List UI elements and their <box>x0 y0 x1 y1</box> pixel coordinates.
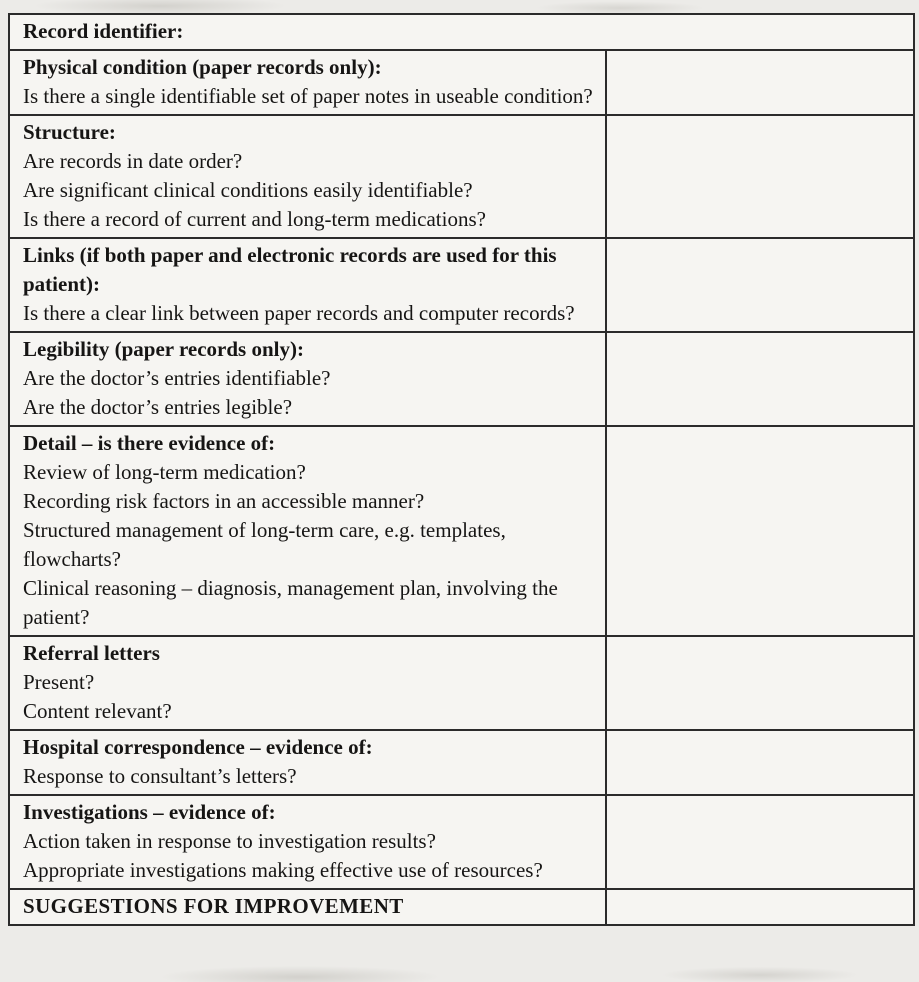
answer-cell <box>606 50 914 115</box>
suggestions-for-improvement-label: SUGGESTIONS FOR IMPROVEMENT <box>9 889 606 925</box>
criteria-cell <box>9 636 606 730</box>
answer-cell <box>606 730 914 795</box>
section-row-referral-letters <box>9 636 914 730</box>
section-row-investigations <box>9 795 914 889</box>
section-row-links <box>9 238 914 332</box>
answer-cell <box>606 795 914 889</box>
answer-cell <box>606 238 914 332</box>
question-text: Clinical reasoning – diagnosis, management plan, involving the patient? <box>23 576 558 629</box>
section-row-hospital-correspondence <box>9 730 914 795</box>
section-row-physical-condition <box>9 50 914 115</box>
record-review-table <box>8 13 915 926</box>
record-identifier-label: Record identifier: <box>9 14 914 50</box>
section-row-detail <box>9 426 914 636</box>
section-row-structure <box>9 115 914 238</box>
answer-cell <box>606 426 914 636</box>
answer-cell <box>606 332 914 426</box>
record-identifier-row <box>9 14 914 50</box>
section-heading: Referral letters <box>23 641 160 665</box>
section-heading: Structure: <box>23 120 116 144</box>
section-heading: Hospital correspondence – evidence of: <box>23 735 373 759</box>
question-text: Recording risk factors in an accessible manner? <box>23 489 425 513</box>
question-text: Structured management of long-term care, e.g. templates, flowcharts? <box>23 518 506 571</box>
suggestions-row <box>9 889 914 925</box>
section-heading: Links (if both paper and electronic records are used for this patient): <box>23 243 557 296</box>
question-text: Present? <box>23 670 95 694</box>
criteria-cell <box>9 50 606 115</box>
question-text: Are the doctor’s entries legible? <box>23 395 293 419</box>
question-text: Are records in date order? <box>23 149 243 173</box>
answer-cell <box>606 889 914 925</box>
question-text: Review of long-term medication? <box>23 460 306 484</box>
question-text: Is there a clear link between paper records and computer records? <box>23 301 575 325</box>
section-heading: Physical condition (paper records only): <box>23 55 382 79</box>
question-text: Action taken in response to investigation results? <box>23 829 436 853</box>
section-row-legibility <box>9 332 914 426</box>
criteria-cell <box>9 795 606 889</box>
criteria-cell <box>9 426 606 636</box>
criteria-cell <box>9 730 606 795</box>
question-text: Appropriate investigations making effective use of resources? <box>23 858 543 882</box>
answer-cell <box>606 636 914 730</box>
question-text: Content relevant? <box>23 699 172 723</box>
criteria-cell <box>9 238 606 332</box>
section-heading: Legibility (paper records only): <box>23 337 304 361</box>
question-text: Is there a record of current and long-term medications? <box>23 207 486 231</box>
section-heading: Detail – is there evidence of: <box>23 431 276 455</box>
question-text: Are significant clinical conditions easily identifiable? <box>23 178 473 202</box>
section-heading: Investigations – evidence of: <box>23 800 276 824</box>
question-text: Response to consultant’s letters? <box>23 764 297 788</box>
answer-cell <box>606 115 914 238</box>
criteria-cell <box>9 115 606 238</box>
criteria-cell <box>9 332 606 426</box>
question-text: Is there a single identifiable set of paper notes in useable condition? <box>23 84 593 108</box>
question-text: Are the doctor’s entries identifiable? <box>23 366 331 390</box>
